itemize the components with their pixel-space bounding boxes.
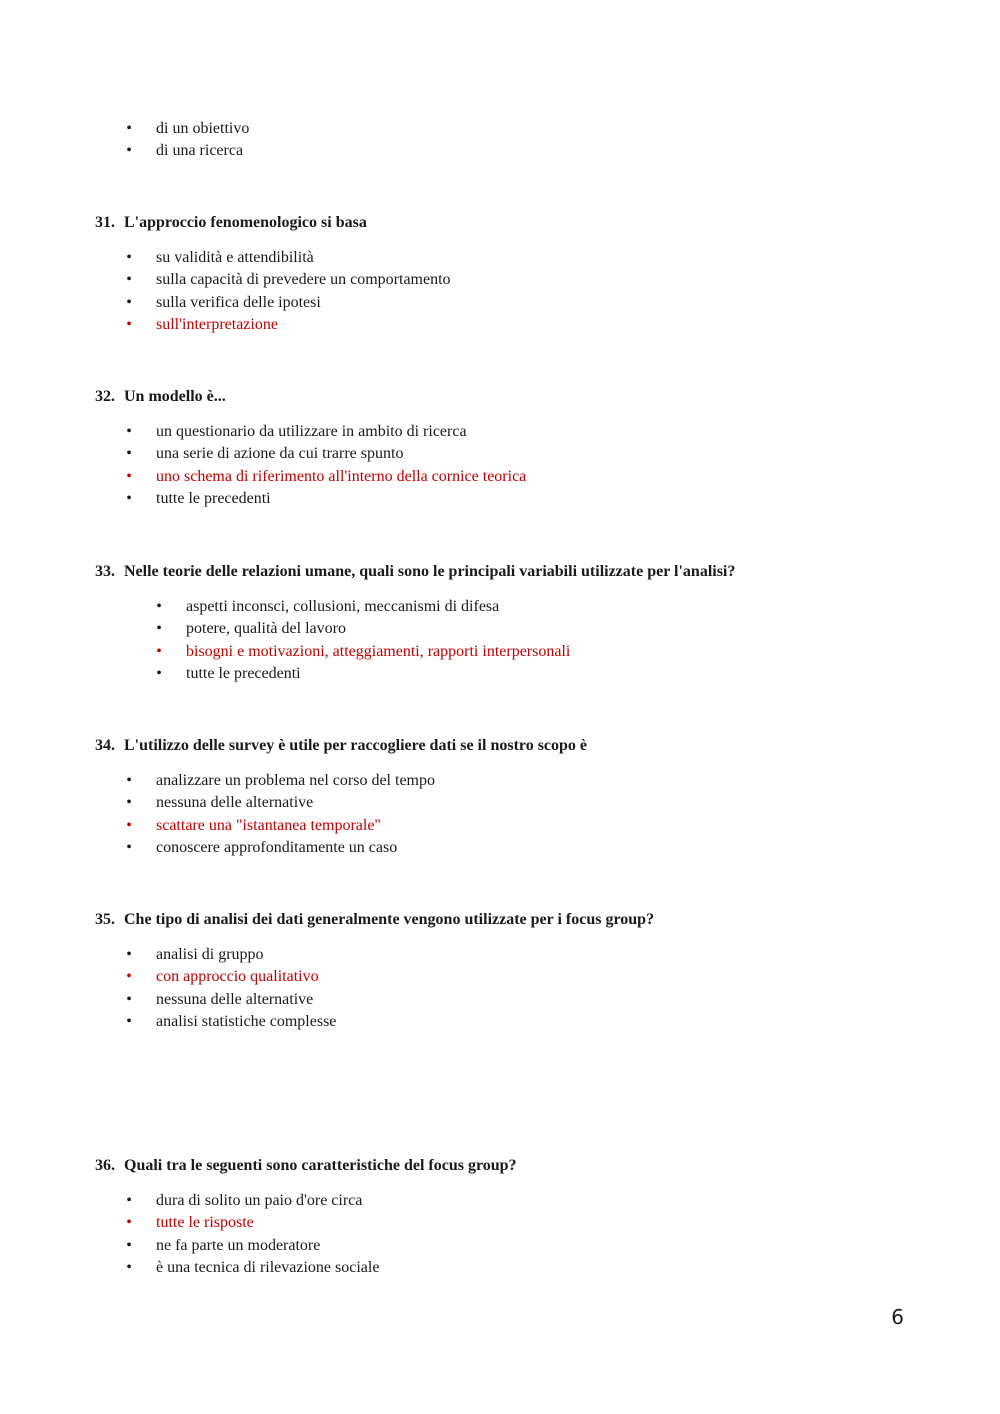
option-item-correct — [0, 641, 1000, 663]
option-item — [0, 596, 1000, 618]
question-heading — [0, 908, 1000, 932]
question-text: Quali tra le seguenti sono caratteristiche del focus group? — [124, 1157, 517, 1174]
option-text: potere, qualità del lavoro — [186, 620, 346, 638]
bullet-icon: • — [126, 772, 132, 789]
option-text: ne fa parte un moderatore — [156, 1236, 321, 1254]
bullet-icon: • — [126, 1214, 132, 1232]
option-item — [0, 944, 1000, 966]
question-heading — [0, 734, 1000, 758]
option-text: nessuna delle alternative — [156, 794, 314, 812]
bullet-icon: • — [126, 946, 132, 963]
bullet-icon: • — [126, 1236, 132, 1254]
option-item — [0, 989, 1000, 1011]
question-text: L'utilizzo delle survey è utile per raccogliere dati se il nostro scopo è — [124, 737, 588, 754]
option-list — [0, 944, 1000, 1034]
question-text: Nelle teorie delle relazioni umane, quali sono le principali variabili utilizzate per l'analisi? — [124, 563, 736, 580]
option-list — [0, 1190, 1000, 1280]
option-list — [0, 118, 1000, 163]
option-text: di un obiettivo — [156, 120, 250, 137]
option-item — [0, 1235, 1000, 1257]
page-number: 6 — [891, 1305, 904, 1329]
question-number: 36. — [95, 1157, 115, 1174]
option-text: è una tecnica di rilevazione sociale — [156, 1259, 380, 1277]
option-item — [0, 1011, 1000, 1033]
option-text: bisogni e motivazioni, atteggiamenti, rapporti interpersonali — [186, 642, 571, 660]
option-item — [0, 443, 1000, 465]
bullet-icon: • — [126, 968, 132, 986]
question-number: 34. — [95, 737, 115, 754]
option-item — [0, 140, 1000, 162]
option-text: dura di solito un paio d'ore circa — [156, 1192, 363, 1209]
bullet-icon: • — [126, 271, 132, 289]
question-text: L'approccio fenomenologico si basa — [124, 214, 367, 231]
option-text: un questionario da utilizzare in ambito di ricerca — [156, 423, 467, 440]
option-text: aspetti inconsci, collusioni, meccanismi di difesa — [186, 598, 500, 615]
option-item — [0, 118, 1000, 140]
option-text: scattare una "istantanea temporale" — [156, 816, 381, 834]
bullet-icon: • — [126, 467, 132, 485]
question-36 — [0, 1154, 1000, 1280]
bullet-icon: • — [126, 249, 132, 266]
option-list — [0, 421, 1000, 511]
option-text: di una ricerca — [156, 142, 244, 160]
option-item — [0, 488, 1000, 510]
carryover-block — [0, 118, 1000, 163]
question-35 — [0, 908, 1000, 1034]
option-list — [0, 770, 1000, 860]
bullet-icon: • — [156, 598, 162, 615]
option-text: sull'interpretazione — [156, 316, 278, 334]
option-text: una serie di azione da cui trarre spunto — [156, 445, 404, 463]
option-item — [0, 618, 1000, 640]
option-item — [0, 247, 1000, 269]
option-item — [0, 421, 1000, 443]
option-text: tutte le precedenti — [156, 490, 271, 508]
option-item — [0, 663, 1000, 685]
option-item-correct — [0, 466, 1000, 488]
option-list — [0, 247, 1000, 337]
option-item — [0, 269, 1000, 291]
option-text: analisi statistiche complesse — [156, 1013, 337, 1031]
bullet-icon: • — [126, 142, 132, 160]
option-item — [0, 292, 1000, 314]
bullet-icon: • — [126, 423, 132, 440]
option-text: con approccio qualitativo — [156, 968, 319, 986]
question-31 — [0, 211, 1000, 337]
bullet-icon: • — [126, 1192, 132, 1209]
bullet-icon: • — [156, 620, 162, 638]
bullet-icon: • — [126, 120, 132, 137]
question-heading — [0, 211, 1000, 235]
option-text: nessuna delle alternative — [156, 990, 314, 1008]
option-text: su validità e attendibilità — [156, 249, 314, 266]
question-32 — [0, 385, 1000, 511]
option-item-correct — [0, 314, 1000, 336]
option-item — [0, 770, 1000, 792]
bullet-icon: • — [126, 1013, 132, 1031]
question-33 — [0, 560, 1000, 686]
bullet-icon: • — [126, 839, 132, 857]
bullet-icon: • — [156, 665, 162, 683]
bullet-icon: • — [126, 445, 132, 463]
bullet-icon: • — [126, 1259, 132, 1277]
bullet-icon: • — [126, 316, 132, 334]
option-item — [0, 792, 1000, 814]
option-list — [0, 596, 1000, 686]
option-item — [0, 1190, 1000, 1212]
bullet-icon: • — [126, 990, 132, 1008]
question-heading — [0, 385, 1000, 409]
question-number: 31. — [95, 214, 115, 231]
option-text: analizzare un problema nel corso del tempo — [156, 772, 435, 789]
option-text: tutte le precedenti — [186, 665, 301, 683]
option-item-correct — [0, 966, 1000, 988]
bullet-icon: • — [126, 490, 132, 508]
option-text: sulla capacità di prevedere un comportamento — [156, 271, 451, 289]
bullet-icon: • — [156, 642, 162, 660]
question-text: Che tipo di analisi dei dati generalmente vengono utilizzate per i focus group? — [124, 911, 655, 928]
question-34 — [0, 734, 1000, 860]
option-item — [0, 1257, 1000, 1279]
question-text: Un modello è... — [124, 388, 226, 405]
question-heading — [0, 560, 1000, 584]
question-number: 32. — [95, 388, 115, 405]
bullet-icon: • — [126, 293, 132, 311]
option-text: analisi di gruppo — [156, 946, 264, 963]
question-heading — [0, 1154, 1000, 1178]
bullet-icon: • — [126, 816, 132, 834]
option-text: tutte le risposte — [156, 1214, 254, 1232]
option-item-correct — [0, 815, 1000, 837]
question-number: 35. — [95, 911, 115, 928]
option-item-correct — [0, 1212, 1000, 1234]
option-text: sulla verifica delle ipotesi — [156, 293, 321, 311]
bullet-icon: • — [126, 794, 132, 812]
question-number: 33. — [95, 563, 115, 580]
option-item — [0, 837, 1000, 859]
option-text: conoscere approfonditamente un caso — [156, 839, 398, 857]
option-text: uno schema di riferimento all'interno della cornice teorica — [156, 467, 527, 485]
